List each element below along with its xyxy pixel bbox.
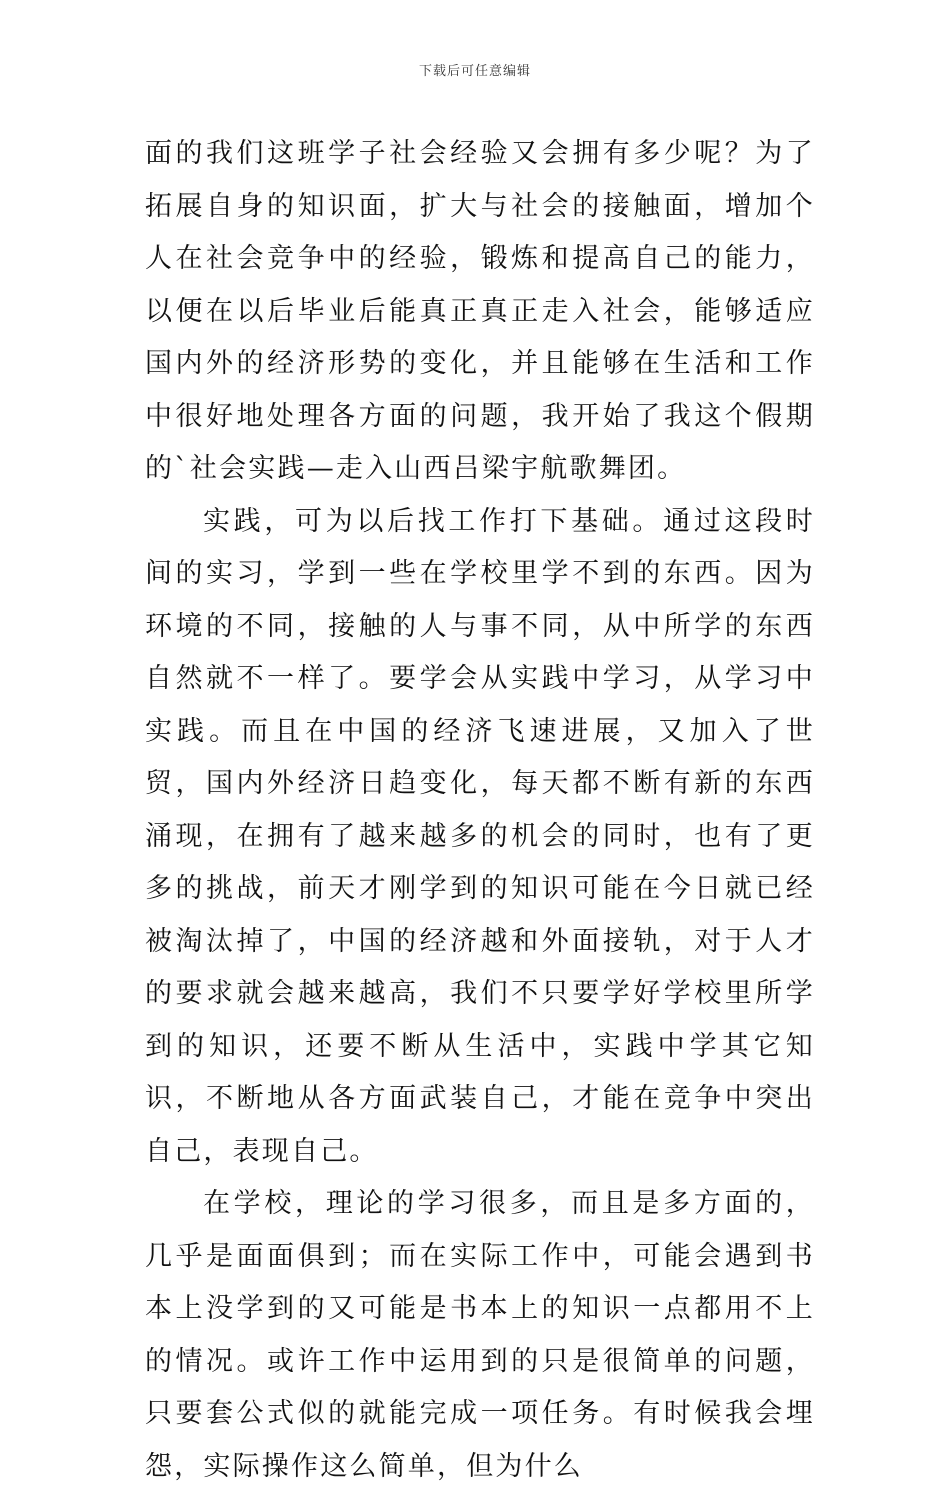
paragraph-2: 实践，可为以后找工作打下基础。通过这段时间的实习，学到一些在学校里学不到的东西。因为环境的不同，接触的人与事不同，从中所学的东西自然就不一样了。要学会从实践中学习，从学习中实践。而且在中国的经济飞速进展，又加入了世贸，国内外经济日趋变化，每天都不断有新的东西涌现，在拥有了越来越多的机会的同时，也有了更多的挑战，前天才刚学到的知识可能在今日就已经被淘汰掉了，中国的经济越和外面接轨，对于人才的要求就会越来越高，我们不只要学好学校里所学到的知识，还要不断从生活中，实践中学其它知识，不断地从各方面武装自己，才能在竞争中突出自己，表现自己。 xyxy=(145,505,815,1167)
paragraph-1: 面的我们这班学子社会经验又会拥有多少呢？为了拓展自身的知识面，扩大与社会的接触面，增加个人在社会竞争中的经验，锻炼和提高自己的能力，以便在以后毕业后能真正真正走入社会，能够适应国内外的经济形势的变化，并且能够在生活和工作中很好地处理各方面的问题，我开始了我这个假期的`社会实践—走入山西吕梁宇航歌舞团。 xyxy=(145,138,815,484)
document-body xyxy=(145,128,815,1493)
page-header-note: 下载后可任意编辑 xyxy=(418,64,531,79)
paragraph-3: 在学校，理论的学习很多，而且是多方面的，几乎是面面俱到；而在实际工作中，可能会遇到书本上没学到的又可能是书本上的知识一点都用不上的情况。或许工作中运用到的只是很简单的问题，只要套公式似的就能完成一项任务。有时候我会埋怨，实际操作这么简单，但为什么 xyxy=(145,1188,815,1482)
